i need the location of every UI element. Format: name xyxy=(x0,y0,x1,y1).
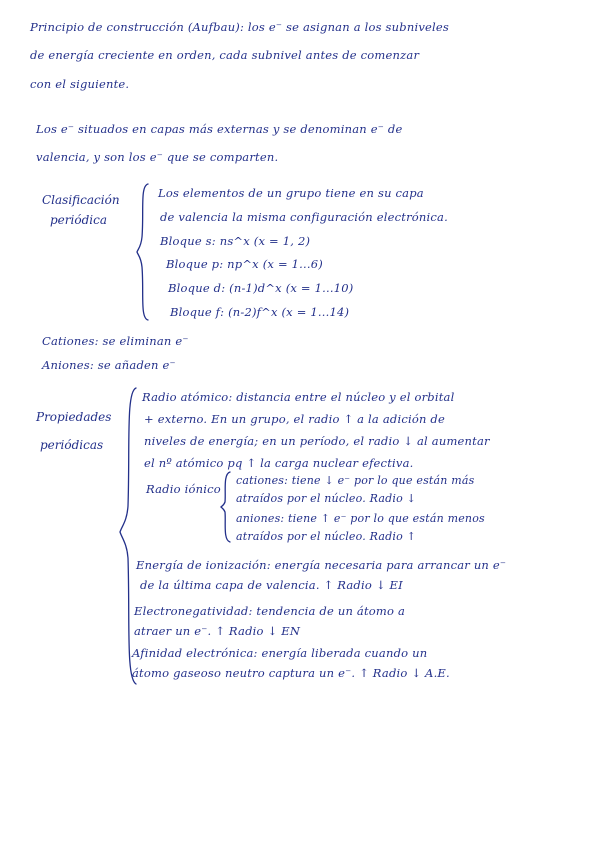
cations-line: Cationes: se eliminan e⁻ xyxy=(42,334,189,348)
classification-item-1: Los elementos de un grupo tiene en su capa xyxy=(158,186,424,200)
aufbau-line-1: Principio de construcción (Aufbau): los e⁻ se asignan a los subniveles xyxy=(30,20,450,34)
anions-line: Aniones: se añaden e⁻ xyxy=(42,358,176,372)
block-s: Bloque s: ns^x (x = 1, 2) xyxy=(160,234,311,248)
electronegativity-line-2: atraer un e⁻. ↑ Radio ↓ EN xyxy=(134,624,301,638)
properties-label-2: periódicas xyxy=(40,438,104,452)
block-d: Bloque d: (n-1)d^x (x = 1...10) xyxy=(168,281,354,295)
atomic-radius-line-1: Radio atómico: distancia entre el núcleo y el orbital xyxy=(142,390,455,404)
affinity-line-2: átomo gaseoso neutro captura un e⁻. ↑ Radio ↓ A.E. xyxy=(132,666,450,680)
valence-line-2: valencia, y son los e⁻ que se comparten. xyxy=(36,150,279,164)
atomic-radius-line-2: + externo. En un grupo, el radio ↑ a la adición de xyxy=(144,412,446,426)
classification-brace xyxy=(136,182,152,322)
ionic-anions-line-2: atraídos por el núcleo. Radio ↑ xyxy=(236,530,417,543)
ionic-anions-line-1: aniones: tiene ↑ e⁻ por lo que están menos xyxy=(236,512,485,525)
electronegativity-line-1: Electronegatividad: tendencia de un átomo a xyxy=(134,604,406,618)
aufbau-line-2: de energía creciente en orden, cada subnivel antes de comenzar xyxy=(30,48,420,62)
classification-item-2: de valencia la misma configuración electrónica. xyxy=(160,210,448,224)
aufbau-line-3: con el siguiente. xyxy=(30,77,130,91)
block-p: Bloque p: np^x (x = 1...6) xyxy=(166,257,323,271)
classification-label-2: periódica xyxy=(50,213,107,227)
ionic-radius-brace xyxy=(220,470,232,544)
ionic-radius-label: Radio iónico xyxy=(146,482,221,496)
atomic-radius-line-4: el nº atómico pq ↑ la carga nuclear efectiva. xyxy=(144,456,414,470)
block-f: Bloque f: (n-2)f^x (x = 1...14) xyxy=(170,305,350,319)
atomic-radius-line-3: niveles de energía; en un período, el radio ↓ al aumentar xyxy=(144,434,490,448)
ionic-cations-line-1: cationes: tiene ↓ e⁻ por lo que están más xyxy=(236,474,475,487)
ionic-cations-line-2: atraídos por el núcleo. Radio ↓ xyxy=(236,492,417,505)
ionization-line-2: de la última capa de valencia. ↑ Radio ↓ EI xyxy=(140,578,403,592)
properties-label-1: Propiedades xyxy=(36,410,112,424)
properties-brace xyxy=(118,386,140,686)
valence-line-1: Los e⁻ situados en capas más externas y se denominan e⁻ de xyxy=(36,122,403,136)
ionization-line-1: Energía de ionización: energía necesaria para arrancar un e⁻ xyxy=(136,558,507,572)
affinity-line-1: Afinidad electrónica: energía liberada cuando un xyxy=(132,646,428,660)
classification-label-1: Clasificación xyxy=(42,193,120,207)
